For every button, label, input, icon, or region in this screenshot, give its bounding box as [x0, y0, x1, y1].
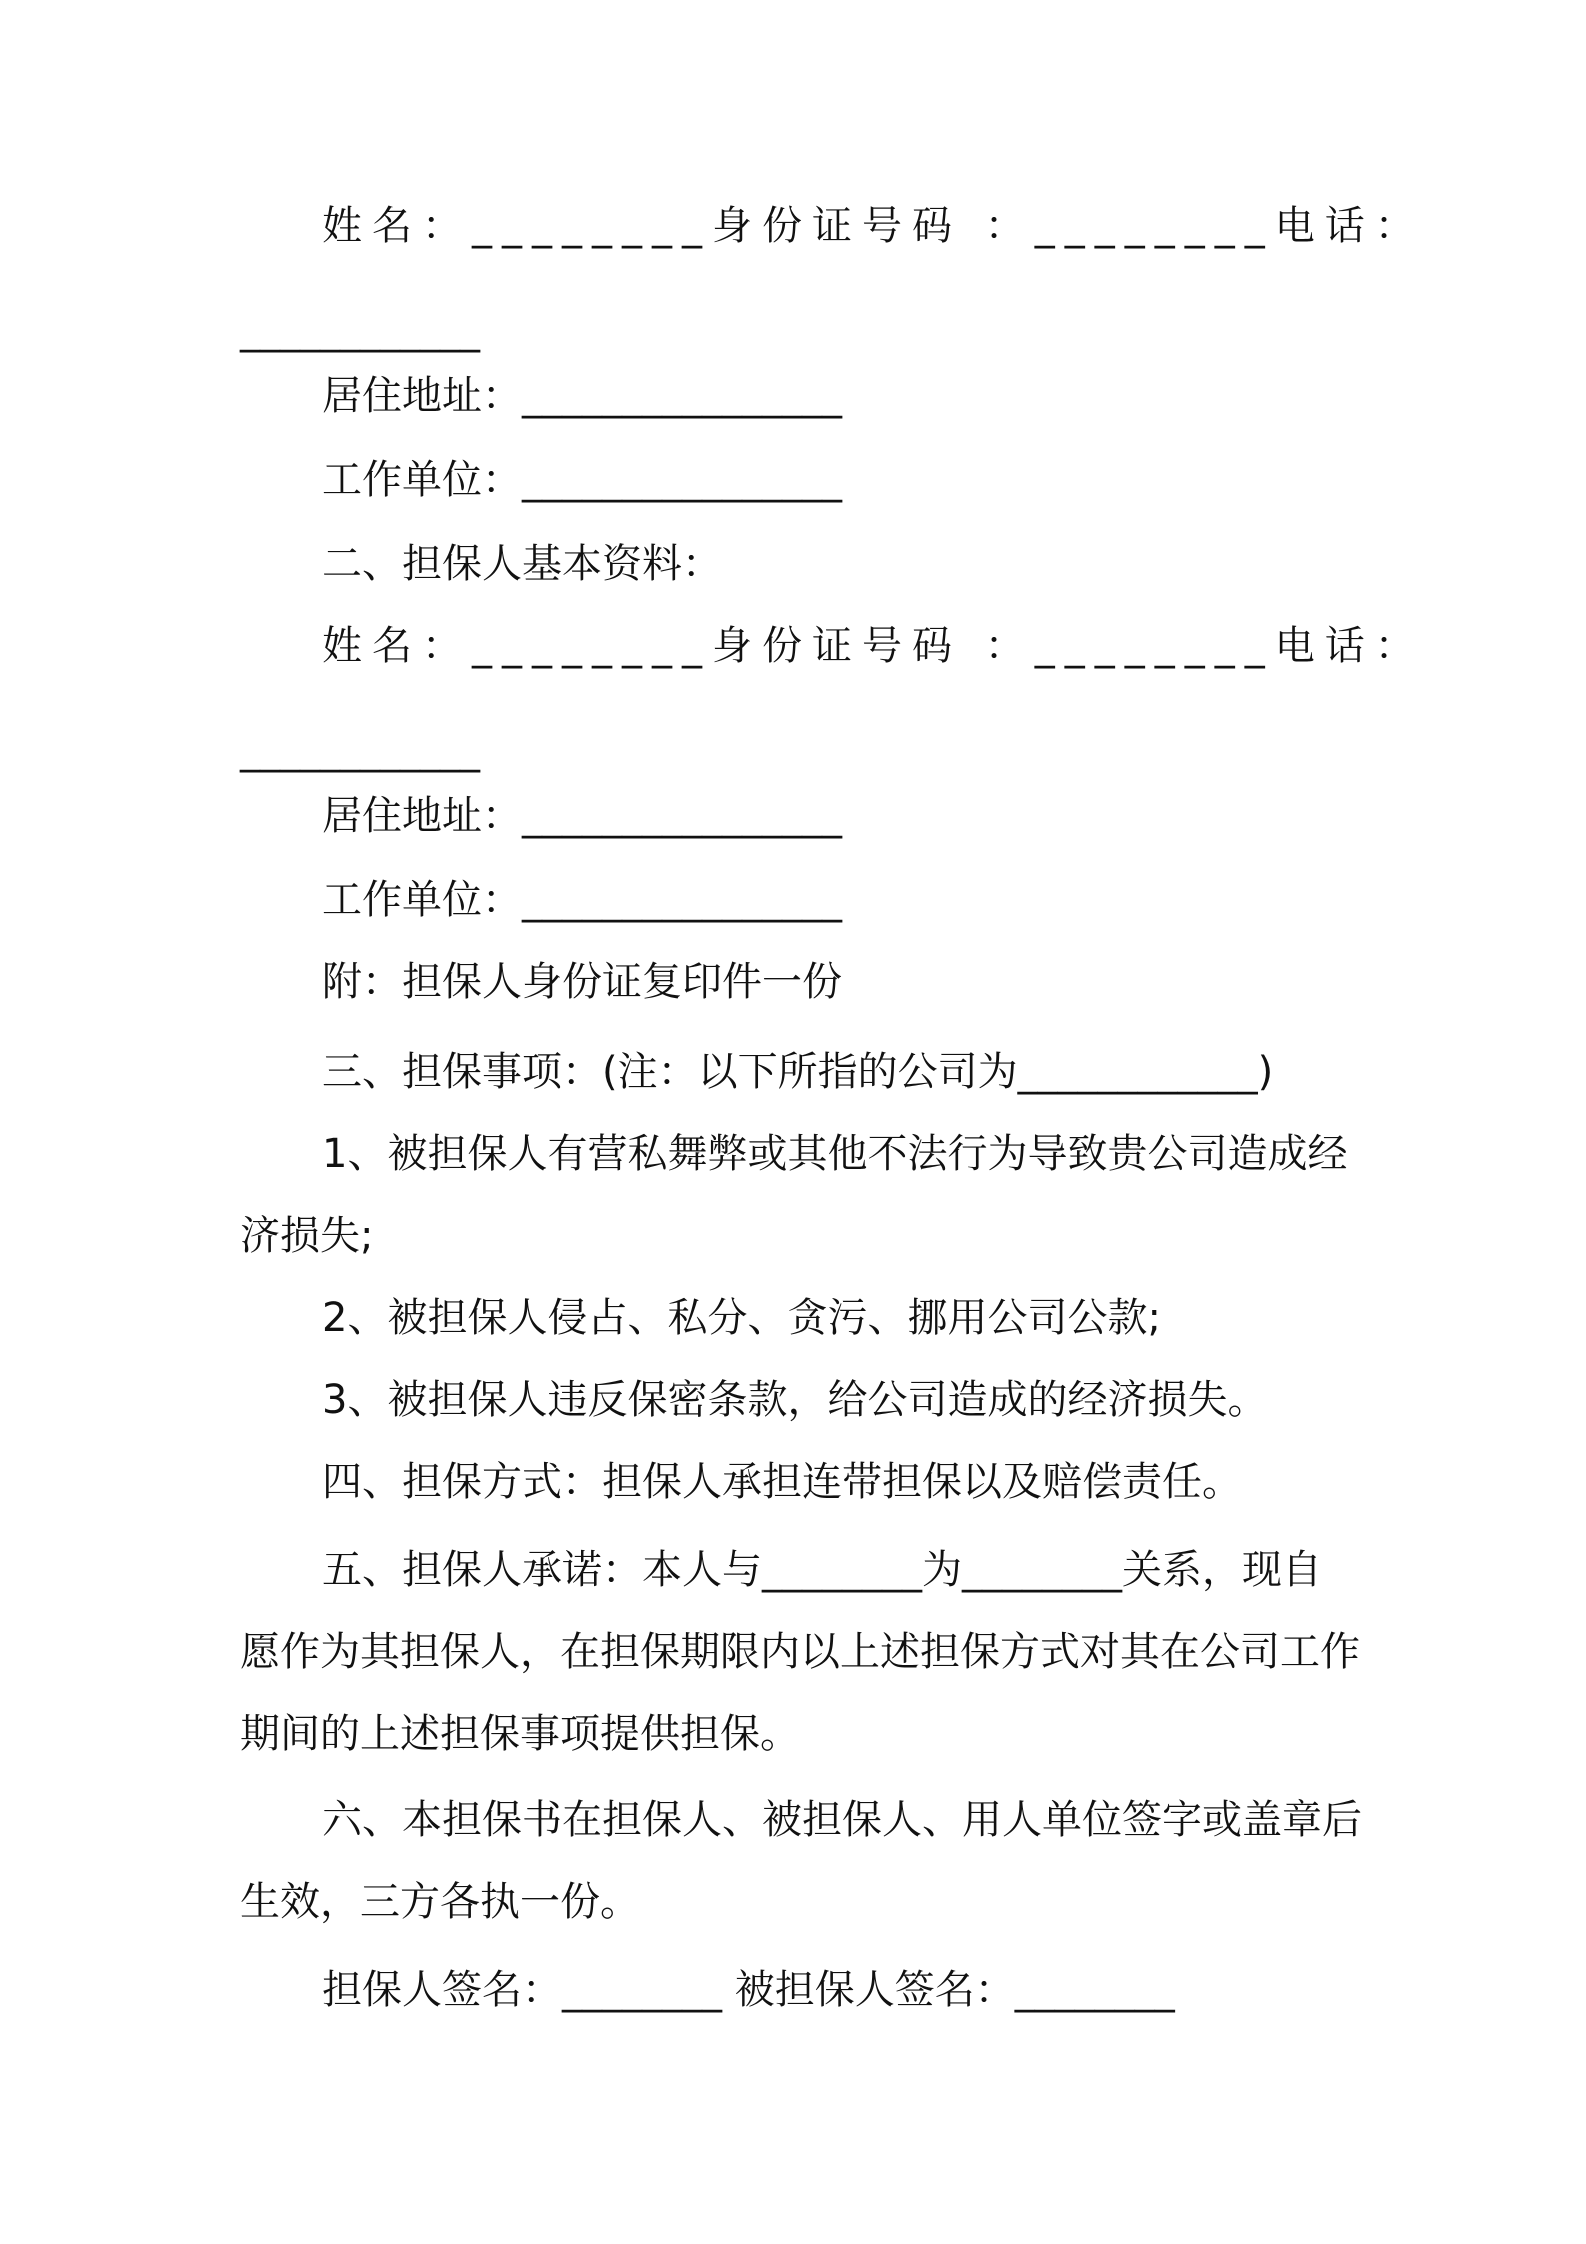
guarantor-residence-address-line: 居住地址：________________	[322, 793, 842, 839]
work-unit-line: 工作单位：________________	[322, 457, 842, 503]
phone-blank-line: ____________	[240, 307, 480, 353]
section-heading-guarantor-info: 二、担保人基本资料：	[322, 541, 722, 587]
matter-item-1: 1、被担保人有营私舞弊或其他不法行为导致贵公司造成经	[322, 1131, 1348, 1177]
section-heading-guarantee-matters: 三、担保事项：(注：以下所指的公司为____________)	[322, 1049, 1274, 1095]
attachment-note: 附：担保人身份证复印件一份	[322, 959, 842, 1005]
promise-continued-2: 期间的上述担保事项提供担保。	[240, 1711, 800, 1757]
guarantor-work-unit-line: 工作单位：________________	[322, 877, 842, 923]
matter-item-1-continued: 济损失;	[240, 1213, 374, 1259]
guaranteed-basic-info-line: 姓名：________身份证号码 ：________电话：	[322, 203, 1425, 249]
section-heading-guarantor-promise: 五、担保人承诺：本人与________为________关系，现自	[322, 1547, 1322, 1593]
effectiveness-continued: 生效，三方各执一份。	[240, 1879, 640, 1925]
matter-item-3: 3、被担保人违反保密条款，给公司造成的经济损失。	[322, 1377, 1268, 1423]
guarantor-basic-info-line: 姓名：________身份证号码 ：________电话：	[322, 623, 1425, 669]
signature-line: 担保人签名：________ 被担保人签名：________	[322, 1967, 1175, 2013]
residence-address-line: 居住地址：________________	[322, 373, 842, 419]
promise-continued-1: 愿作为其担保人，在担保期限内以上述担保方式对其在公司工作	[240, 1629, 1360, 1675]
matter-item-2: 2、被担保人侵占、私分、贪污、挪用公司公款;	[322, 1295, 1161, 1341]
section-heading-effectiveness: 六、本担保书在担保人、被担保人、用人单位签字或盖章后	[322, 1797, 1362, 1843]
section-heading-guarantee-method: 四、担保方式：担保人承担连带担保以及赔偿责任。	[322, 1459, 1242, 1505]
guarantor-phone-blank-line: ____________	[240, 727, 480, 773]
